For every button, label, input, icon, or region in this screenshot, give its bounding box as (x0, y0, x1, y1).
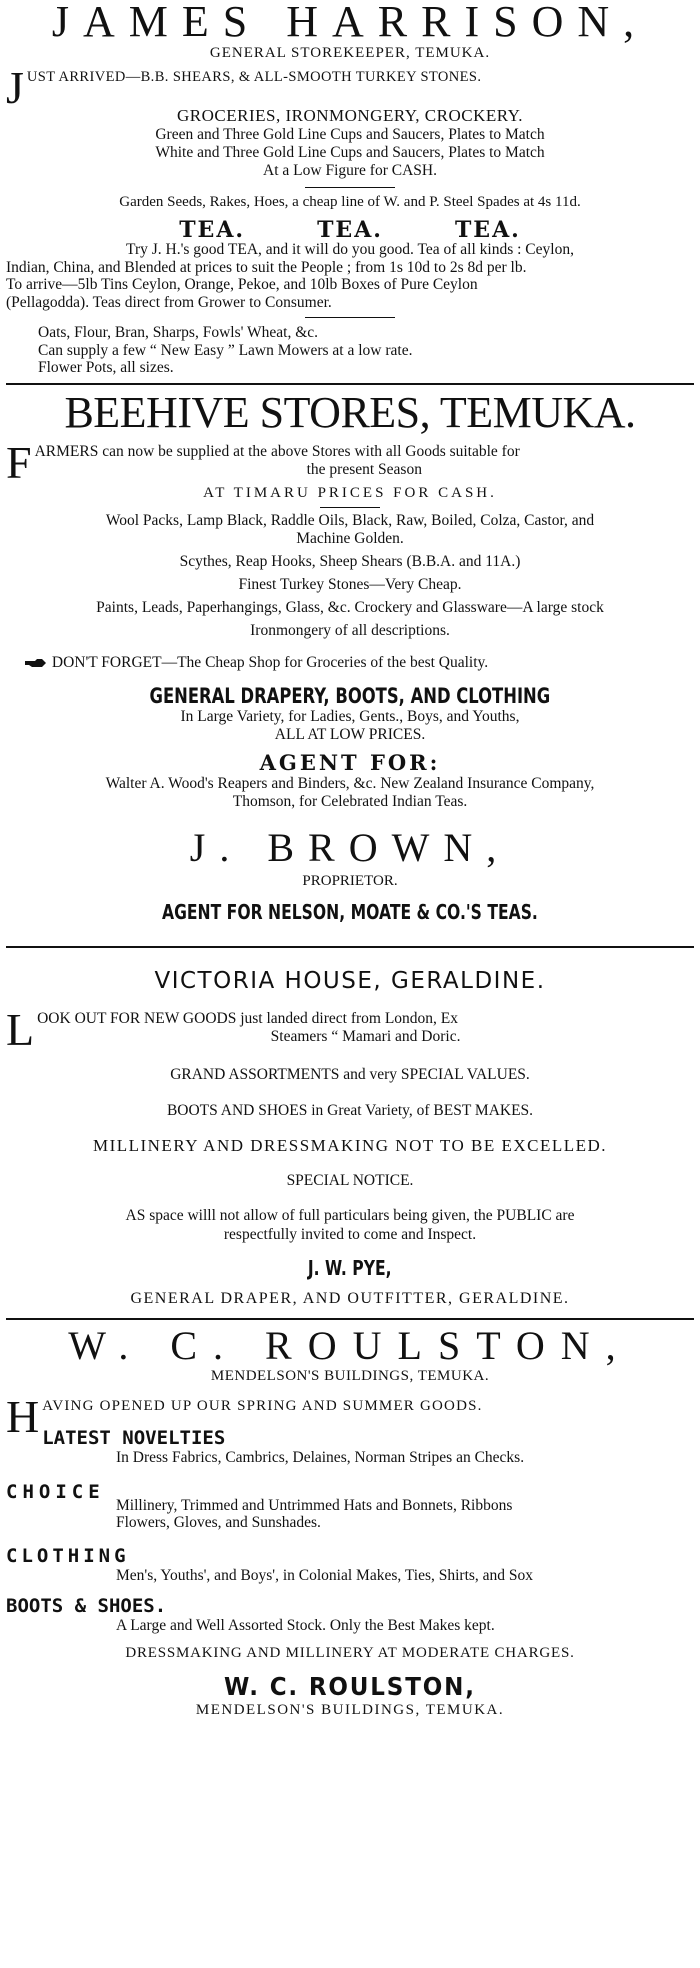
pye-name: J. W. PYE, (308, 1255, 392, 1280)
roulston-address: MENDELSON'S BUILDINGS, TEMUKA. (210, 1367, 490, 1384)
wool-line-2: Machine Golden. (296, 529, 404, 547)
space-line-2: respectfully invited to come and Inspect. (223, 1225, 477, 1243)
roulston-footer-name: W. C. ROULSTON, (224, 1671, 476, 1701)
dressmaking-line: DRESSMAKING AND MILLINERY AT MODERATE CHARGES. (125, 1644, 575, 1661)
tea-word-3: TEA. (454, 217, 521, 243)
section-rule (6, 1318, 694, 1320)
victoria-dropcap: L (6, 1003, 35, 1055)
oats-line-1: Oats, Flour, Bran, Sharps, Fowls' Wheat, &c. (38, 324, 318, 341)
drapery-heading: GENERAL DRAPERY, BOOTS, AND CLOTHING (149, 683, 551, 708)
tea-text-1: Try J. H.'s good TEA, and it will do you good. Tea of all kinds : Ceylon, (126, 241, 574, 258)
tea-word-1: TEA. (179, 217, 246, 243)
harrison-dropcap: J (6, 62, 24, 113)
roulston-footer-address: MENDELSON'S BUILDINGS, TEMUKA. (195, 1701, 505, 1718)
tea-text-4: (Pellagodda). Teas direct from Grower to Consumer. (6, 293, 332, 311)
section-heading: CHOICE (6, 1480, 105, 1503)
paints-line: Paints, Leads, Paperhangings, Glass, &c. Crockery and Glassware—A large stock (96, 598, 604, 616)
dont-forget (6, 654, 694, 672)
section-line: A Large and Well Assorted Stock. Only the Best Makes kept. (116, 1616, 495, 1634)
section-line: Men's, Youths', and Boys', in Colonial Makes, Ties, Shirts, and Sox (116, 1566, 534, 1584)
victoria-intro (6, 1003, 694, 1055)
tea-banner (6, 217, 694, 241)
tea-word-2: TEA. (317, 217, 383, 243)
cups-line-3: At a Low Figure for CASH. (263, 162, 437, 179)
tea-text-2: Indian, China, and Blended at prices to suit the People ; from 1s 10d to 2s 8d per lb. (6, 258, 527, 276)
roulston-dropcap: H (6, 1390, 40, 1442)
roulston-name: W. C. ROULSTON, (68, 1322, 632, 1368)
beehive-title: BEEHIVE STORES, TEMUKA. (64, 387, 636, 437)
harrison-name: JAMES HARRISON, (51, 0, 649, 46)
scythes-line: Scythes, Reap Hooks, Sheep Shears (B.B.A. and 11A.) (179, 552, 521, 570)
harrison-ad (6, 0, 694, 377)
pointing-hand-icon (24, 657, 48, 669)
cups-line-1: Green and Three Gold Line Cups and Saucers, Plates to Match (155, 126, 545, 143)
section-heading: BOOTS & SHOES. (6, 1594, 167, 1617)
victoria-intro-2: Steamers “ Mamari and Doric. (270, 1027, 461, 1045)
beehive-ad (6, 389, 694, 926)
victoria-title: VICTORIA HOUSE, GERALDINE. (154, 967, 546, 994)
agent-for-heading: AGENT FOR: (259, 749, 441, 775)
section-line: In Dress Fabrics, Cambrics, Delaines, Norman Stripes an Checks. (116, 1448, 525, 1466)
agent-line-2: Thomson, for Celebrated Indian Teas. (232, 792, 468, 810)
victoria-house-ad (6, 968, 694, 1308)
garden-seeds: Garden Seeds, Rakes, Hoes, a cheap line of W. and P. Steel Spades at 4s 11d. (119, 194, 581, 210)
victoria-intro-1: OOK OUT FOR NEW GOODS just landed direct from London, Ex (37, 1009, 459, 1027)
agent-line-1: Walter A. Wood's Reapers and Binders, &c. New Zealand Insurance Company, (105, 774, 595, 792)
harrison-intro (6, 62, 694, 113)
grand-assortments: GRAND ASSORTMENTS and very SPECIAL VALUES. (170, 1065, 530, 1083)
tea-text-3: To arrive—5lb Tins Ceylon, Orange, Pekoe, and 10lb Boxes of Pure Ceylon (6, 276, 478, 293)
oats-line-2: Can supply a few “ New Easy ” Lawn Mowers at a low rate. (38, 341, 413, 359)
wool-line-1: Wool Packs, Lamp Black, Raddle Oils, Black, Raw, Boiled, Colza, Castor, and (105, 511, 595, 529)
harrison-groceries: GROCERIES, IRONMONGERY, CROCKERY. (176, 106, 524, 125)
agent-teas: AGENT FOR NELSON, MOATE & CO.'S TEAS. (162, 899, 538, 924)
large-variety: In Large Variety, for Ladies, Gents., Boys, and Youths, (180, 707, 520, 725)
divider (305, 317, 395, 318)
cups-line-2: White and Three Gold Line Cups and Saucers, Plates to Match (155, 144, 545, 161)
proprietor-label: PROPRIETOR. (302, 872, 398, 889)
section-heading: CLOTHING (6, 1544, 130, 1567)
oats-line-3: Flower Pots, all sizes. (38, 359, 174, 376)
dont-forget-text: DON'T FORGET—The Cheap Shop for Groceries of the best Quality. (51, 653, 489, 671)
roulston-section-choice (6, 1481, 694, 1531)
section-line: Millinery, Trimmed and Untrimmed Hats and Bonnets, Ribbons (116, 1496, 513, 1514)
beehive-intro-2: the present Season (306, 460, 422, 478)
roulston-section-novelties (6, 1427, 694, 1467)
section-rule (6, 383, 694, 385)
roulston-section-boots (6, 1595, 694, 1635)
divider (305, 187, 395, 188)
harrison-intro-text: UST ARRIVED—B.B. SHEARS, & ALL-SMOOTH TURKEY STONES. (26, 69, 482, 85)
ironmongery-line: Ironmongery of all descriptions. (250, 621, 450, 639)
low-prices: ALL AT LOW PRICES. (274, 725, 426, 743)
timaru-prices: AT TIMARU PRICES FOR CASH. (203, 484, 497, 501)
pye-outfitter: GENERAL DRAPER, AND OUTFITTER, GERALDINE. (130, 1289, 570, 1307)
special-notice: SPECIAL NOTICE. (286, 1171, 414, 1189)
section-rule (6, 946, 694, 948)
section-line: Flowers, Gloves, and Sunshades. (116, 1513, 321, 1531)
roulston-ad (6, 1324, 694, 1719)
beehive-intro-1: ARMERS can now be supplied at the above Stores with all Goods suitable for (34, 442, 520, 460)
roulston-intro-text: AVING OPENED UP OUR SPRING AND SUMMER GOODS. (42, 1397, 483, 1414)
millinery: MILLINERY AND DRESSMAKING NOT TO BE EXCELLED. (92, 1135, 608, 1155)
space-line-1: AS space willl not allow of full particulars being given, the PUBLIC are (125, 1206, 575, 1224)
turkey-line: Finest Turkey Stones—Very Cheap. (238, 575, 462, 593)
harrison-subtitle: GENERAL STOREKEEPER, TEMUKA. (209, 45, 491, 61)
proprietor-name: J. BROWN, (189, 824, 511, 870)
boots-shoes: BOOTS AND SHOES in Great Variety, of BEST MAKES. (166, 1101, 534, 1119)
section-heading: LATEST NOVELTIES (42, 1426, 226, 1449)
divider (320, 507, 380, 508)
roulston-section-clothing (6, 1545, 694, 1585)
beehive-intro (6, 436, 694, 488)
beehive-dropcap: F (6, 436, 32, 488)
